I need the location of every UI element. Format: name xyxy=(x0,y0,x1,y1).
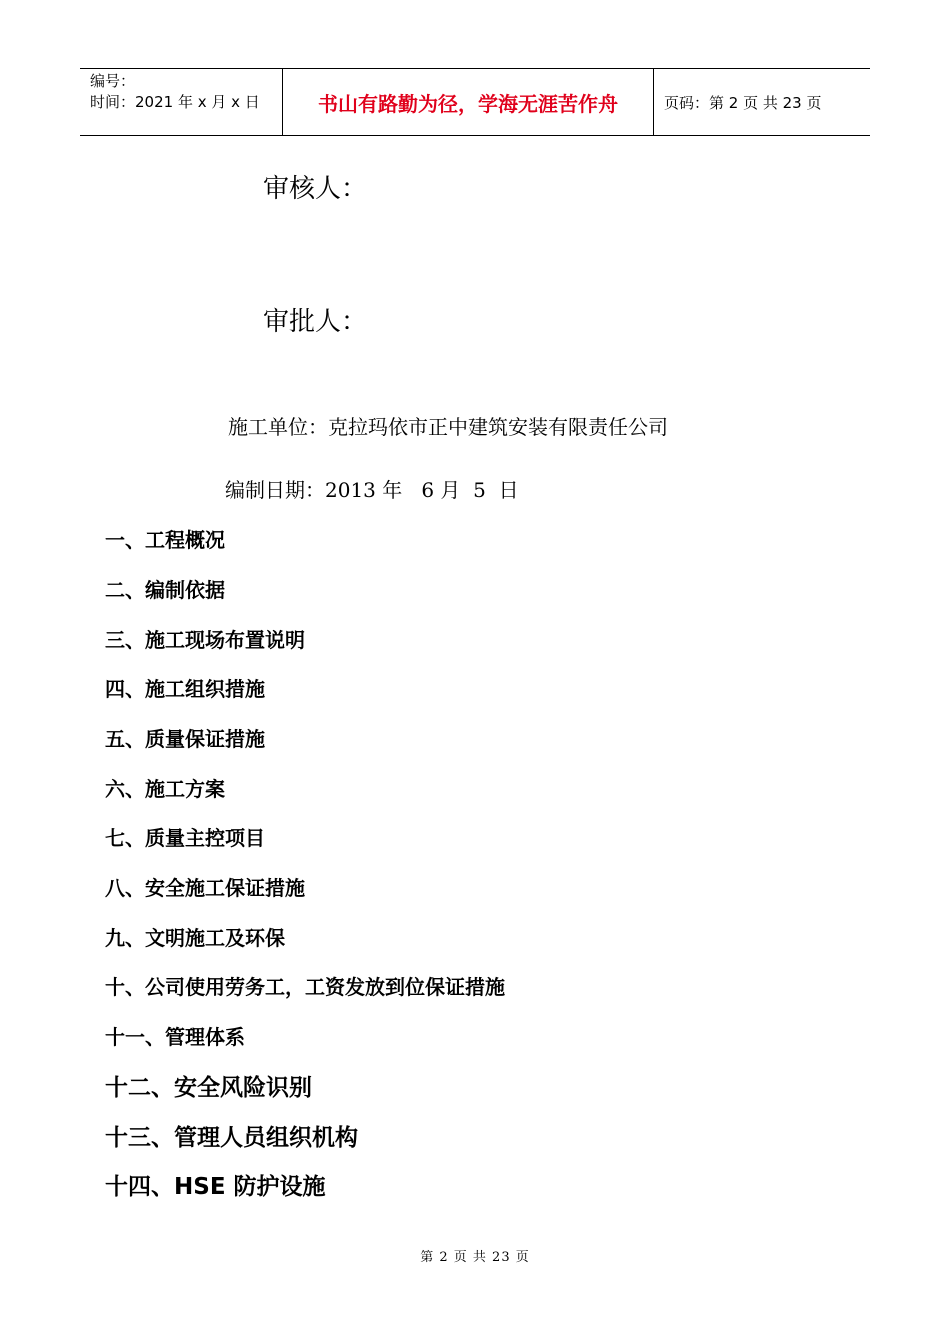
toc-item: 十二、安全风险识别 xyxy=(105,1075,312,1101)
toc-item: 九、文明施工及环保 xyxy=(105,926,285,950)
toc-item: 八、安全施工保证措施 xyxy=(105,876,305,900)
header-page-info: 页码：第 2 页 共 23 页 xyxy=(664,93,822,112)
date-line: 编制日期：2013 年 6 月 5 日 xyxy=(225,478,519,502)
company-line: 施工单位：克拉玛依市正中建筑安装有限责任公司 xyxy=(228,415,668,439)
toc-item: 一、工程概况 xyxy=(105,528,225,552)
toc-item: 十四、HSE 防护设施 xyxy=(105,1174,326,1200)
toc-item: 六、施工方案 xyxy=(105,777,225,801)
number-label: 编号： xyxy=(90,72,136,90)
page-footer: 第 2 页 共 23 页 xyxy=(420,1250,530,1265)
toc-item: 七、质量主控项目 xyxy=(105,826,265,850)
reviewer-label: 审核人： xyxy=(263,174,368,204)
toc-item: 四、施工组织措施 xyxy=(105,677,265,701)
toc-item: 三、施工现场布置说明 xyxy=(105,628,305,652)
toc-item: 十一、管理体系 xyxy=(105,1025,245,1049)
header-meta xyxy=(80,69,282,135)
toc-item: 十、公司使用劳务工，工资发放到位保证措施 xyxy=(105,975,505,999)
toc-item: 十三、管理人员组织机构 xyxy=(105,1125,358,1151)
document-header xyxy=(80,68,870,136)
toc-item: 五、质量保证措施 xyxy=(105,727,265,751)
toc-item: 二、编制依据 xyxy=(105,578,225,602)
time-label: 时间：2021 年 x 月 x 日 xyxy=(90,93,260,111)
header-motto: 书山有路勤为径，学海无涯苦作舟 xyxy=(282,69,654,135)
approver-label: 审批人： xyxy=(263,307,368,337)
